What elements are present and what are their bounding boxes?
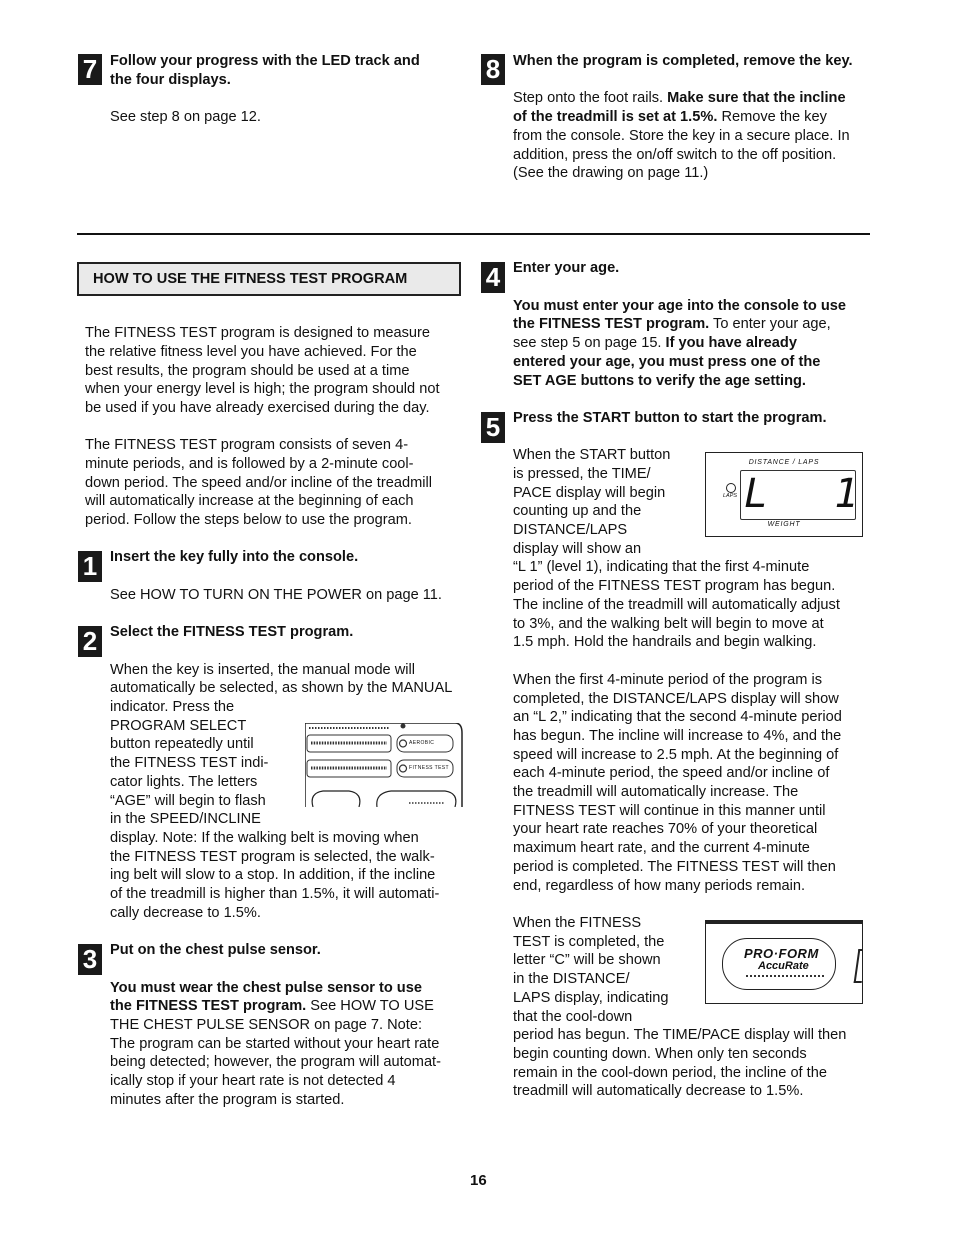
laps-indicator-light bbox=[726, 483, 736, 493]
step-4-line-3 bbox=[513, 334, 797, 353]
step-5-p2-line-6: each 4-minute period, the speed and/or incline of bbox=[513, 765, 830, 781]
step-2-line-2: automatically be selected, as shown by the MANUAL bbox=[110, 680, 453, 696]
console-right-edge-mark bbox=[854, 949, 863, 983]
step-7-number: 7 bbox=[78, 54, 102, 85]
intro-p1-line-2: the relative fitness level you have achieved. For the bbox=[85, 344, 417, 360]
intro-p1-line-4: when your energy level is high; the program should not bbox=[85, 381, 440, 397]
step-5-p3-line-7: period has begun. The TIME/PACE display will then bbox=[513, 1027, 847, 1043]
step-2-line-4: PROGRAM SELECT bbox=[110, 718, 247, 734]
step-5-p1-line-3: PACE display will begin bbox=[513, 485, 666, 501]
step-2-line-6: the FITNESS TEST indi- bbox=[110, 755, 269, 771]
step-7-body: See step 8 on page 12. bbox=[110, 109, 261, 125]
program-select-illustration bbox=[305, 723, 463, 807]
step-3-line-6: ically stop if your heart rate is not detected 4 bbox=[110, 1073, 396, 1089]
step-5-p1-line-10: to 3%, and the walking belt will begin to move at bbox=[513, 616, 824, 632]
step-5-p2-line-11: period is completed. The FITNESS TEST will then bbox=[513, 859, 836, 875]
step-8-title: When the program is completed, remove the key. bbox=[513, 53, 853, 69]
step-2-line-13: of the treadmill is higher than 1.5%, it will automati- bbox=[110, 886, 440, 902]
step-8-line-5: (See the drawing on page 11.) bbox=[513, 165, 709, 181]
step-5-p1-line-11: 1.5 mph. Hold the handrails and begin walking. bbox=[513, 634, 817, 650]
step-5-p3-line-6: that the cool-down bbox=[513, 1009, 633, 1025]
step-3-line-2 bbox=[110, 997, 434, 1016]
step-2-number: 2 bbox=[78, 626, 102, 657]
step-5-p2-line-7: the treadmill will automatically increase. The bbox=[513, 784, 799, 800]
step-3-line-1: You must wear the chest pulse sensor to use bbox=[110, 980, 422, 996]
step-4-title: Enter your age. bbox=[513, 260, 620, 276]
step-4-line-2-text: To enter your age, bbox=[709, 316, 831, 332]
step-5-p1-line-9: The incline of the treadmill will automatically adjust bbox=[513, 597, 840, 613]
fitness-test-indicator-label: FITNESS TEST bbox=[409, 765, 449, 771]
intro-p2-line-3: down period. The speed and/or incline of the treadmill bbox=[85, 475, 432, 491]
step-3-line-7: minutes after the program is started. bbox=[110, 1092, 345, 1108]
intro-p2-line-1: The FITNESS TEST program consists of seven 4- bbox=[85, 437, 409, 453]
step-5-p3-line-8: begin counting down. When only ten seconds bbox=[513, 1046, 807, 1062]
step-4-line-2 bbox=[513, 315, 831, 334]
step-5-p2-line-12: end, regardless of how many periods remain. bbox=[513, 878, 806, 894]
step-5-p1-line-5: DISTANCE/LAPS bbox=[513, 522, 628, 538]
step-5-p1-line-4: counting up and the bbox=[513, 503, 642, 519]
step-8-line-1-bold: Make sure that the incline bbox=[667, 90, 846, 106]
step-5-number: 5 bbox=[481, 412, 505, 443]
step-3-line-4: The program can be started without your heart rate bbox=[110, 1036, 440, 1052]
section-heading-box bbox=[77, 262, 461, 296]
step-2-line-8: “AGE” will begin to flash bbox=[110, 793, 266, 809]
step-4-number: 4 bbox=[481, 262, 505, 293]
aerobic-indicator-label: AEROBIC bbox=[409, 740, 435, 746]
section-divider bbox=[77, 233, 870, 235]
step-3-line-3: THE CHEST PULSE SENSOR on page 7. Note: bbox=[110, 1017, 423, 1033]
step-2-line-10: display. Note: If the walking belt is moving when bbox=[110, 830, 419, 846]
logo-dot-row bbox=[746, 975, 824, 979]
step-5-p3-line-5: LAPS display, indicating bbox=[513, 990, 669, 1006]
step-8-line-4: addition, press the on/off switch to the off position. bbox=[513, 147, 837, 163]
step-5-p2-line-5: speed will increase to 2.5 mph. At the beginning of bbox=[513, 747, 839, 763]
step-2-title: Select the FITNESS TEST program. bbox=[110, 624, 354, 640]
intro-p1-line-1: The FITNESS TEST program is designed to measure bbox=[85, 325, 430, 341]
step-5-p3-line-1: When the FITNESS bbox=[513, 915, 642, 931]
intro-p2-line-5: period. Follow the steps below to use the program. bbox=[85, 512, 412, 528]
step-3-title: Put on the chest pulse sensor. bbox=[110, 942, 321, 958]
step-3-line-2-bold: the FITNESS TEST program. bbox=[110, 998, 307, 1014]
step-4-line-5: SET AGE buttons to verify the age setting. bbox=[513, 373, 806, 389]
step-5-p1-line-2: is pressed, the TIME/ bbox=[513, 466, 651, 482]
step-3-line-2-text: See HOW TO USE bbox=[306, 998, 434, 1014]
step-8-line-2-bold: of the treadmill is set at 1.5%. bbox=[513, 109, 718, 125]
step-8-line-1-text: Step onto the foot rails. bbox=[513, 90, 668, 106]
step-5-p1-line-8: period of the FITNESS TEST program has begun. bbox=[513, 578, 836, 594]
step-8-line-2-text: Remove the key bbox=[717, 109, 827, 125]
step-2-line-9: in the SPEED/INCLINE bbox=[110, 811, 261, 827]
step-2-line-14: cally decrease to 1.5%. bbox=[110, 905, 261, 921]
step-2-line-11: the FITNESS TEST program is selected, the walk- bbox=[110, 849, 435, 865]
proform-console-illustration bbox=[705, 920, 863, 1004]
step-2-line-12: ing belt will slow to a stop. In addition, if the incline bbox=[110, 867, 436, 883]
step-2-line-3: indicator. Press the bbox=[110, 699, 235, 715]
step-8-number: 8 bbox=[481, 54, 505, 85]
step-4-line-1: You must enter your age into the console to use bbox=[513, 298, 846, 314]
display-bottom-label: WEIGHT bbox=[767, 521, 801, 528]
intro-p1-line-5: be used if you have already exercised during the day. bbox=[85, 400, 430, 416]
step-5-p1-line-6: display will show an bbox=[513, 541, 642, 557]
lcd-readout: L 1 bbox=[744, 471, 865, 517]
step-2-line-5: button repeatedly until bbox=[110, 736, 254, 752]
step-5-p2-line-8: FITNESS TEST will continue in this manner until bbox=[513, 803, 826, 819]
step-5-p3-line-4: in the DISTANCE/ bbox=[513, 971, 630, 987]
step-5-p1-line-1: When the START button bbox=[513, 447, 671, 463]
section-heading: HOW TO USE THE FITNESS TEST PROGRAM bbox=[93, 271, 408, 287]
step-1-title: Insert the key fully into the console. bbox=[110, 549, 359, 565]
step-5-p2-line-3: an “L 2,” indicating that the second 4-minute period bbox=[513, 709, 842, 725]
accurate-logo: AccuRate bbox=[758, 960, 809, 972]
step-5-p3-line-10: treadmill will automatically decrease to 1.5%. bbox=[513, 1083, 804, 1099]
step-5-p2-line-4: has begun. The incline will increase to 4%, and the bbox=[513, 728, 842, 744]
laps-indicator-label: LAPS bbox=[723, 493, 738, 499]
proform-brand-logo: PRO·FORM bbox=[744, 946, 819, 961]
step-4-line-4: entered your age, you must press one of the bbox=[513, 354, 821, 370]
display-top-label: DISTANCE / LAPS bbox=[748, 459, 820, 466]
page-number: 16 bbox=[470, 1172, 487, 1189]
step-5-p2-line-2: completed, the DISTANCE/LAPS display will show bbox=[513, 691, 839, 707]
step-2-line-1: When the key is inserted, the manual mode will bbox=[110, 662, 415, 678]
step-3-number: 3 bbox=[78, 944, 102, 975]
step-7-title-line-2: the four displays. bbox=[110, 72, 231, 88]
step-4-line-3-bold: If you have already bbox=[665, 335, 797, 351]
step-5-p2-line-10: maximum heart rate, and the current 4-minute bbox=[513, 840, 810, 856]
intro-p1-line-3: best results, the program should be used at a time bbox=[85, 363, 410, 379]
step-1-number: 1 bbox=[78, 551, 102, 582]
console-top-bezel bbox=[706, 921, 862, 924]
step-5-p1-line-7: “L 1” (level 1), indicating that the first 4-minute bbox=[513, 559, 810, 575]
step-5-title: Press the START button to start the program. bbox=[513, 410, 827, 426]
step-8-line-3: from the console. Store the key in a secure place. In bbox=[513, 128, 850, 144]
step-1-body: See HOW TO TURN ON THE POWER on page 11. bbox=[110, 587, 442, 603]
step-2-line-7: cator lights. The letters bbox=[110, 774, 258, 790]
distance-laps-display-illustration bbox=[705, 452, 863, 537]
step-5-p2-line-9: your heart rate reaches 70% of your theoretical bbox=[513, 821, 818, 837]
step-5-p3-line-2: TEST is completed, the bbox=[513, 934, 665, 950]
step-7-title-line-1: Follow your progress with the LED track and bbox=[110, 53, 420, 69]
intro-p2-line-2: minute periods, and is followed by a 2-minute cool- bbox=[85, 456, 414, 472]
step-3-line-5: being detected; however, the program will automat- bbox=[110, 1054, 441, 1070]
step-4-line-2-bold: the FITNESS TEST program. bbox=[513, 316, 710, 332]
step-5-p3-line-9: remain in the cool-down period, the incline of the bbox=[513, 1065, 827, 1081]
step-8-line-1 bbox=[513, 89, 846, 108]
step-8-line-2 bbox=[513, 108, 827, 127]
step-4-line-3-text: see step 5 on page 15. bbox=[513, 335, 666, 351]
intro-p2-line-4: will automatically increase at the beginning of each bbox=[85, 493, 414, 509]
step-5-p3-line-3: letter “C” will be shown bbox=[513, 952, 661, 968]
step-5-p2-line-1: When the first 4-minute period of the program is bbox=[513, 672, 823, 688]
